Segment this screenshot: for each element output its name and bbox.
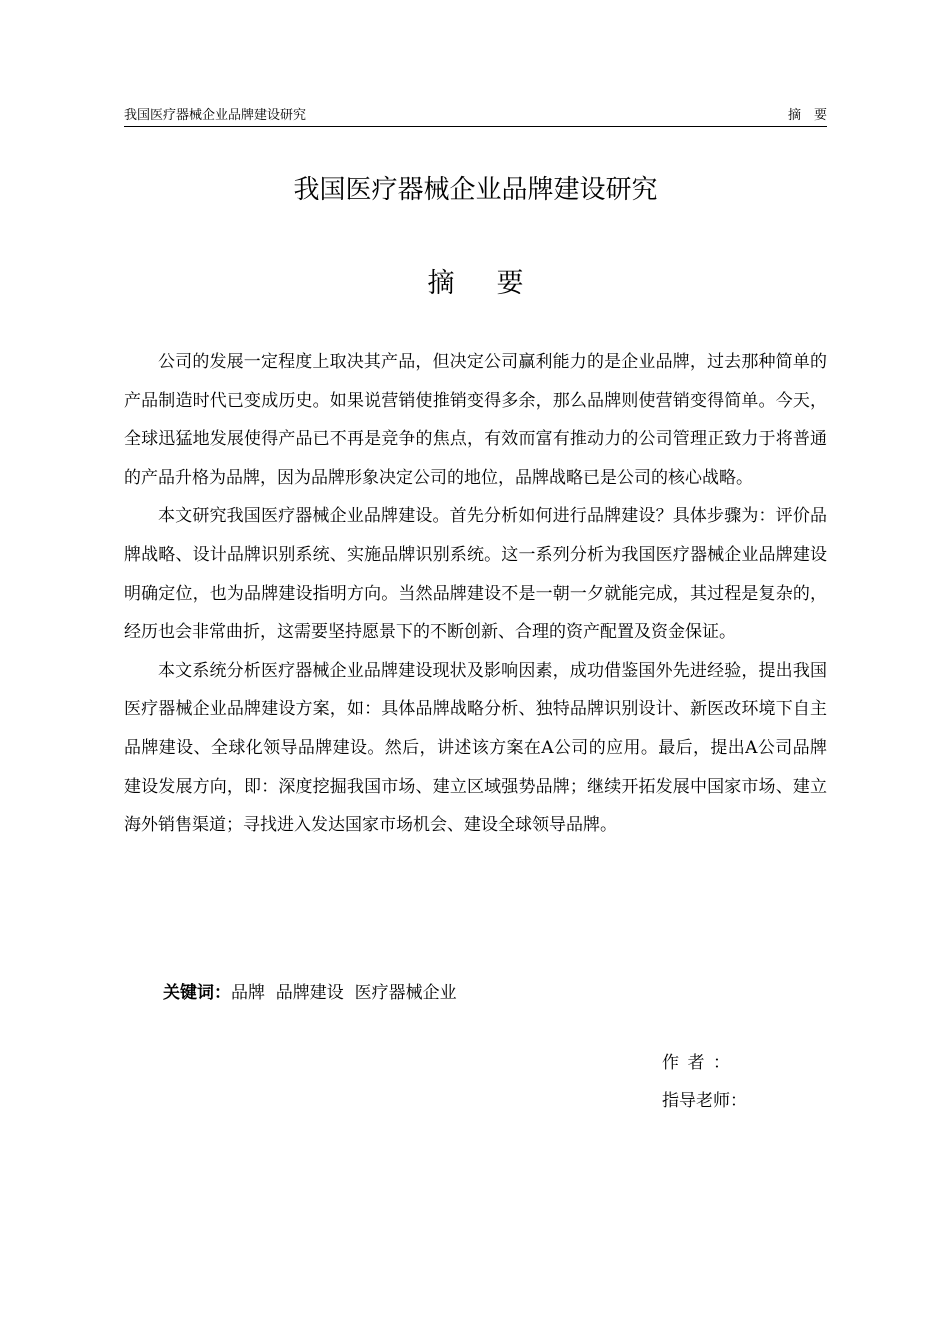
- keywords-label: 关键词：: [163, 983, 231, 1003]
- abstract-body: [124, 343, 827, 845]
- document-title: 我国医疗器械企业品牌建设研究: [293, 175, 658, 205]
- advisor-line: [662, 1088, 747, 1114]
- running-header: [124, 106, 827, 127]
- abstract-paragraph: 本文系统分析医疗器械企业品牌建设现状及影响因素，成功借鉴国外先进经验，提出我国医疗器械企业品牌建设方案，如：具体品牌战略分析、独特品牌识别设计、新医改环境下自主品牌建设、全球化领导品牌建设。然后，讲述该方案在A公司的应用。最后，提出A公司品牌建设发展方向，即：深度挖掘我国市场、建立区域强势品牌；继续开拓发展中国家市场、建立海外销售渠道；寻找进入发达国家市场机会、建设全球领导品牌。: [124, 660, 827, 836]
- header-section: 摘 要: [787, 108, 827, 123]
- advisor-label: 指导老师：: [662, 1091, 747, 1111]
- author-label: 作者：: [662, 1053, 730, 1073]
- abstract-heading: 摘要: [427, 268, 566, 299]
- abstract-paragraph: 公司的发展一定程度上取决其产品，但决定公司赢利能力的是企业品牌，过去那种简单的产品制造时代已变成历史。如果说营销使推销变得多余，那么品牌则使营销变得简单。今天，全球迅猛地发展使得产品已不再是竞争的焦点，有效而富有推动力的公司管理正致力于将普通的产品升格为品牌，因为品牌形象决定公司的地位，品牌战略已是公司的核心战略。: [124, 352, 827, 488]
- author-line: [662, 1050, 730, 1076]
- keywords-line: [163, 980, 457, 1006]
- header-title: 我国医疗器械企业品牌建设研究: [124, 108, 307, 123]
- keywords-value: 品牌 品牌建设 医疗器械企业: [231, 983, 457, 1003]
- abstract-paragraph: 本文研究我国医疗器械企业品牌建设。首先分析如何进行品牌建设？具体步骤为：评价品牌战略、设计品牌识别系统、实施品牌识别系统。这一系列分析为我国医疗器械企业品牌建设明确定位，也为品牌建设指明方向。当然品牌建设不是一朝一夕就能完成，其过程是复杂的，经历也会非常曲折，这需要坚持愿景下的不断创新、合理的资产配置及资金保证。: [124, 506, 827, 643]
